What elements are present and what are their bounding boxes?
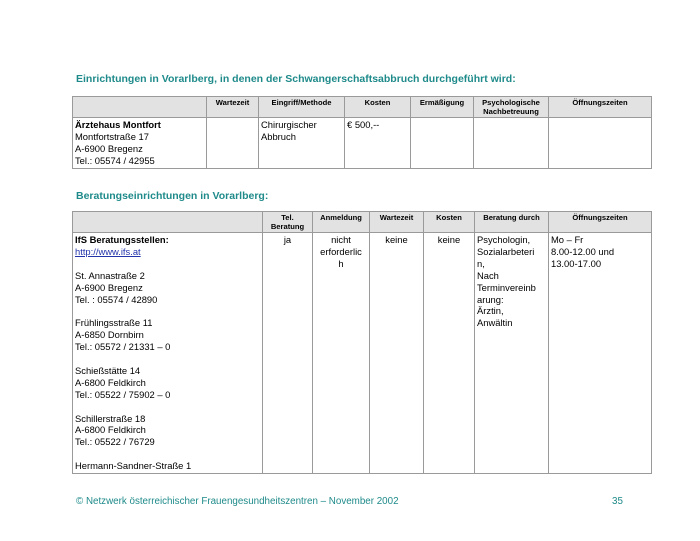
anmeldung-line: erforderlic	[320, 245, 362, 257]
facility-tel: Tel.: 05574 / 42955	[75, 154, 155, 166]
location-tel: Tel.: 05522 / 75902 – 0	[75, 388, 171, 400]
header-oeffnungszeiten: Öffnungszeiten	[549, 97, 652, 118]
methode-cell: Chirurgischer Abbruch	[259, 118, 345, 169]
table-row	[73, 118, 652, 169]
header-anmeldung: Anmeldung	[313, 212, 370, 233]
header-empty	[73, 97, 207, 118]
header-beratung-durch: Beratung durch	[475, 212, 549, 233]
oeffnung-line: 13.00-17.00	[551, 257, 602, 269]
wartezeit-cell: keine	[370, 233, 424, 474]
beratung-line: n,	[477, 257, 485, 269]
location-feldkirch-1	[75, 365, 260, 401]
beratung-line: Terminvereinb	[477, 281, 536, 293]
footer-copyright: © Netzwerk österreichischer Frauengesundheitszentren – November 2002	[76, 496, 399, 507]
location-tel: Tel.: 05522 / 76729	[75, 436, 155, 448]
facility-city: A-6900 Bregenz	[75, 142, 143, 154]
ermaessigung-cell	[411, 118, 474, 169]
institution-cell	[73, 233, 263, 474]
location-tel: Tel. : 05574 / 42890	[75, 293, 158, 305]
location-street: Schießstätte 14	[75, 364, 141, 376]
institution-title: IfS Beratungsstellen:	[75, 234, 169, 245]
location-city: A-6850 Dornbirn	[75, 329, 144, 341]
facility-name: Ärztehaus Montfort	[75, 119, 161, 130]
header-ermaessigung: Ermäßigung	[411, 97, 474, 118]
location-feldkirch-2	[75, 413, 260, 449]
anmeldung-line: h	[338, 257, 344, 269]
anmeldung-cell	[313, 233, 370, 474]
location-tel: Tel.: 05572 / 21331 – 0	[75, 341, 171, 353]
kosten-cell: keine	[424, 233, 475, 474]
location-dornbirn	[75, 317, 260, 353]
nachbetreuung-cell	[474, 118, 549, 169]
beratung-line: Ärztin,	[477, 305, 504, 317]
page-number: 35	[612, 496, 623, 507]
beratung-durch-cell	[475, 233, 549, 474]
header-kosten: Kosten	[424, 212, 475, 233]
kosten-cell: € 500,--	[345, 118, 411, 169]
beratung-line: Anwältin	[477, 317, 513, 329]
section2-heading: Beratungseinrichtungen in Vorarlberg:	[76, 190, 269, 202]
header-methode: Eingriff/Methode	[259, 97, 345, 118]
wartezeit-cell	[207, 118, 259, 169]
header-kosten: Kosten	[345, 97, 411, 118]
table-row	[73, 233, 652, 474]
location-street: St. Annastraße 2	[75, 269, 145, 281]
header-nachbetreuung: Psychologische Nachbetreuung	[474, 97, 549, 118]
counseling-table	[72, 211, 652, 474]
beratung-line: arung:	[477, 293, 504, 305]
oeffnungszeiten-cell	[549, 233, 652, 474]
location-street: Frühlingsstraße 11	[75, 317, 153, 329]
facility-cell	[73, 118, 207, 169]
header-tel-beratung: Tel. Beratung	[263, 212, 313, 233]
institution-link[interactable]: http://www.ifs.at	[75, 245, 141, 257]
location-street: Schillerstraße 18	[75, 412, 146, 424]
beratung-line: Nach	[477, 269, 499, 281]
header-empty	[73, 212, 263, 233]
oeffnung-line: Mo – Fr	[551, 234, 584, 245]
oeffnungszeiten-cell	[549, 118, 652, 169]
tel-beratung-cell: ja	[263, 233, 313, 474]
location-city: A-6900 Bregenz	[75, 281, 143, 293]
beratung-line: Sozialarbeteri	[477, 245, 535, 257]
location-city: A-6800 Feldkirch	[75, 376, 146, 388]
location-city: A-6800 Feldkirch	[75, 424, 146, 436]
beratung-line: Psychologin,	[477, 234, 531, 245]
section1-heading: Einrichtungen in Vorarlberg, in denen der Schwangerschaftsabbruch durchgeführt wird:	[76, 73, 516, 85]
location-bregenz	[75, 270, 260, 306]
header-wartezeit: Wartezeit	[207, 97, 259, 118]
facility-street: Montfortstraße 17	[75, 130, 149, 142]
oeffnung-line: 8.00-12.00 und	[551, 245, 615, 257]
header-wartezeit: Wartezeit	[370, 212, 424, 233]
header-oeffnungszeiten: Öffnungszeiten	[549, 212, 652, 233]
location-last-line: Hermann-Sandner-Straße 1	[75, 460, 192, 472]
anmeldung-line: nicht	[331, 234, 351, 245]
abortion-facilities-table	[72, 96, 652, 169]
